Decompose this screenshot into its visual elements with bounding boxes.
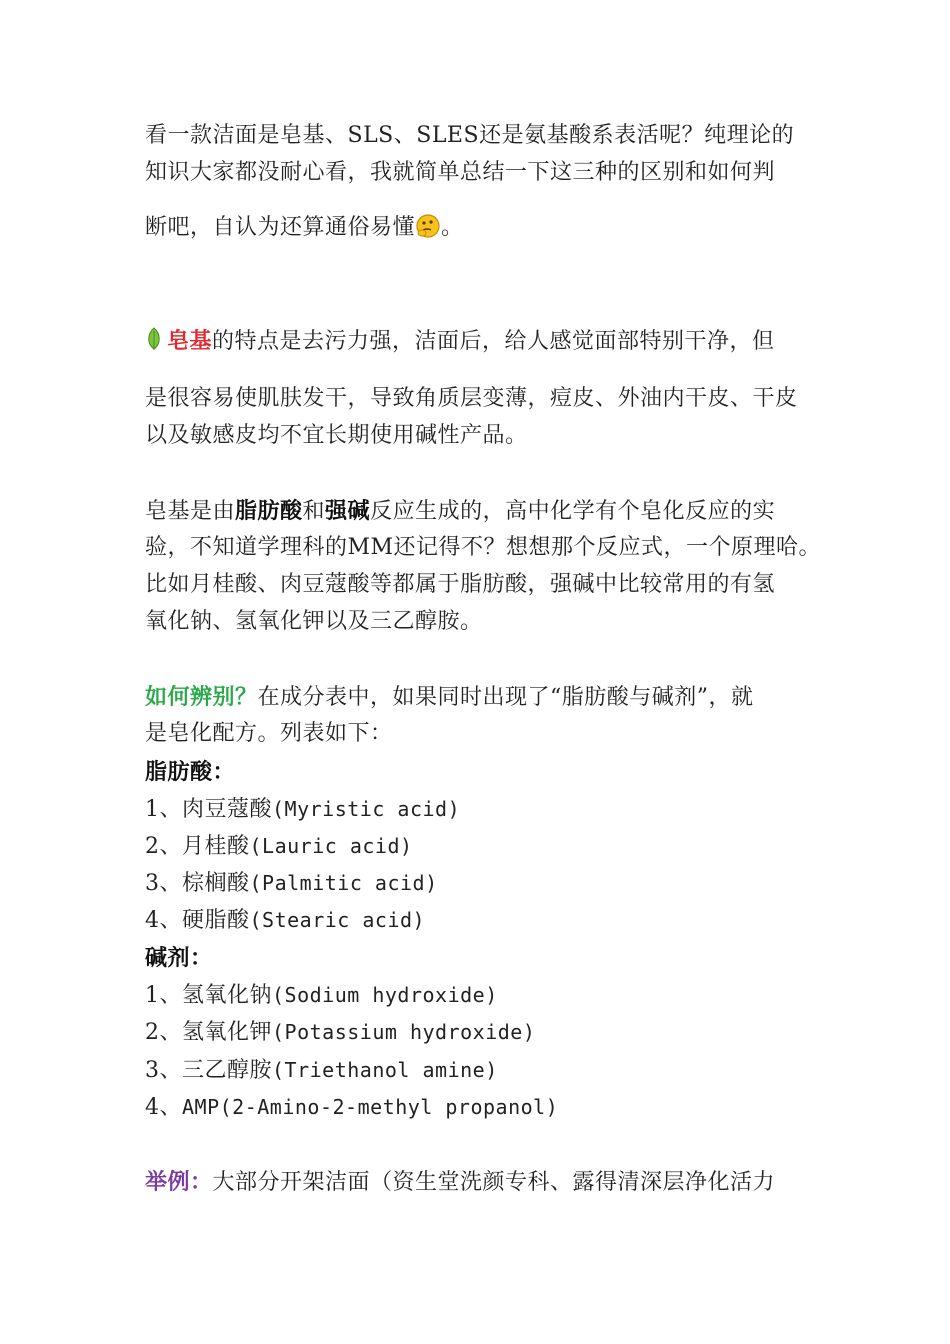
leaf-bullet-icon bbox=[145, 326, 163, 352]
alkali-item bbox=[145, 1092, 558, 1123]
item-number: 3、 bbox=[145, 871, 182, 896]
item-english: (Palmitic acid) bbox=[249, 871, 438, 895]
identify-title: 如何辨别？ bbox=[145, 684, 258, 710]
alkali-item bbox=[145, 980, 498, 1011]
item-name: 棕榈酸 bbox=[182, 871, 250, 896]
fatty-acid-item bbox=[145, 868, 438, 899]
fatty-acid-term: 脂肪酸 bbox=[235, 498, 303, 524]
thinking-emoji-icon bbox=[415, 213, 441, 239]
item-name: AMP bbox=[182, 1095, 220, 1119]
fatty-acid-item bbox=[145, 905, 425, 936]
item-english: (Potassium hydroxide) bbox=[272, 1020, 536, 1044]
soap-line-3: 以及敏感皮均不宜长期使用碱性产品。 bbox=[145, 423, 528, 448]
item-number: 4、 bbox=[145, 1095, 182, 1120]
item-number: 3、 bbox=[145, 1058, 182, 1083]
explain-text-a: 皂基是由 bbox=[145, 499, 236, 524]
item-number: 4、 bbox=[145, 908, 182, 933]
item-name: 氢氧化钠 bbox=[182, 983, 273, 1008]
intro-line-3-end: 。 bbox=[441, 215, 464, 240]
explain-line-1 bbox=[145, 496, 775, 527]
strong-base-term: 强碱 bbox=[325, 498, 371, 524]
item-name: 硬脂酸 bbox=[182, 908, 250, 933]
identify-line-1 bbox=[145, 682, 754, 713]
item-english: (Stearic acid) bbox=[249, 908, 426, 932]
item-number: 1、 bbox=[145, 983, 182, 1008]
identify-line-1-text: 在成分表中，如果同时出现了“脂肪酸与碱剂”，就 bbox=[257, 685, 754, 710]
item-english: (Myristic acid) bbox=[272, 797, 461, 821]
example-line-1-text: 大部分开架洁面（资生堂洗颜专科、露得清深层净化活力 bbox=[212, 1170, 776, 1195]
alkali-item bbox=[145, 1055, 498, 1086]
item-name: 三乙醇胺 bbox=[182, 1058, 273, 1083]
identify-line-2: 是皂化配方。列表如下： bbox=[145, 721, 393, 746]
intro-line-3-text: 断吧，自认为还算通俗易懂 bbox=[145, 215, 416, 240]
explain-text-c: 反应生成的，高中化学有个皂化反应的实 bbox=[370, 499, 776, 524]
alkali-item bbox=[145, 1017, 535, 1048]
item-english: (2-Amino-2-methyl propanol) bbox=[219, 1095, 559, 1119]
explain-line-3: 比如月桂酸、肉豆蔻酸等都属于脂肪酸，强碱中比较常用的有氢 bbox=[145, 572, 776, 597]
intro-line-2: 知识大家都没耐心看，我就简单总结一下这三种的区别和如何判 bbox=[145, 160, 776, 185]
alkali-heading: 碱剂： bbox=[145, 945, 213, 971]
soap-line-2: 是很容易使肌肤发干，导致角质层变薄，痘皮、外油内干皮、干皮 bbox=[145, 386, 798, 411]
item-english: (Sodium hydroxide) bbox=[272, 983, 498, 1007]
item-number: 1、 bbox=[145, 797, 182, 822]
example-line-1 bbox=[145, 1167, 775, 1198]
fatty-acid-item bbox=[145, 831, 413, 862]
item-name: 氢氧化钾 bbox=[182, 1020, 273, 1045]
item-number: 2、 bbox=[145, 1020, 182, 1045]
soap-line-1-text: 的特点是去污力强，洁面后，给人感觉面部特别干净，但 bbox=[212, 329, 775, 354]
intro-line-1: 看一款洁面是皂基、SLS、SLES还是氨基酸系表活呢？纯理论的 bbox=[145, 123, 795, 148]
item-number: 2、 bbox=[145, 834, 182, 859]
item-name: 月桂酸 bbox=[182, 834, 250, 859]
item-name: 肉豆蔻酸 bbox=[182, 797, 273, 822]
example-title: 举例： bbox=[145, 1169, 213, 1195]
fatty-acid-item bbox=[145, 794, 460, 825]
fatty-acid-heading: 脂肪酸： bbox=[145, 759, 236, 785]
intro-line-3 bbox=[145, 213, 464, 243]
explain-line-2: 验，不知道学理科的MM还记得不？想想那个反应式，一个原理哈。 bbox=[145, 535, 822, 560]
soap-line-1 bbox=[145, 326, 775, 357]
explain-line-4: 氧化钠、氢氧化钾以及三乙醇胺。 bbox=[145, 609, 483, 634]
explain-text-b: 和 bbox=[302, 499, 326, 524]
soap-title: 皂基 bbox=[167, 328, 213, 354]
item-english: (Lauric acid) bbox=[249, 834, 413, 858]
item-english: (Triethanol amine) bbox=[272, 1058, 498, 1082]
